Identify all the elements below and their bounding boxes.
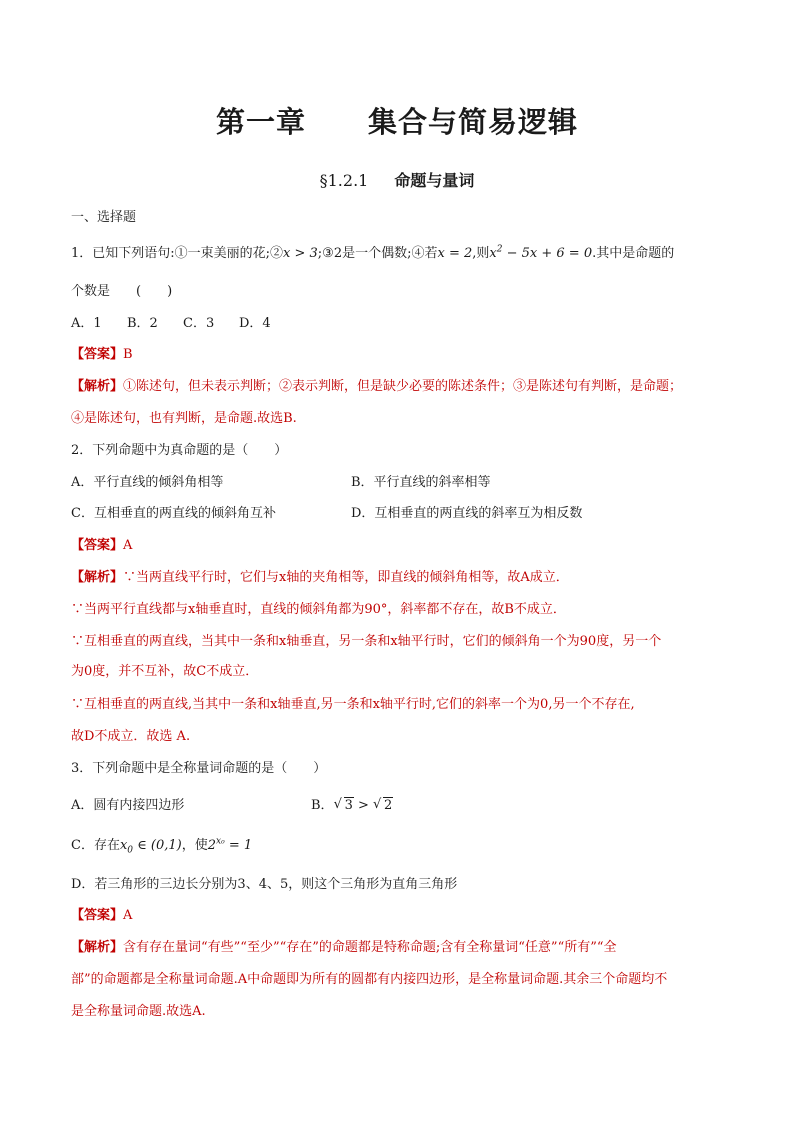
poly-x: x (489, 246, 497, 261)
answer-label: 【答案】 (71, 908, 124, 923)
sqrt-2-radicand: 2 (384, 798, 393, 813)
sqrt-3 (334, 798, 354, 814)
q1-text-b: ;③2是一个偶数;④若 (317, 246, 438, 261)
q3-analysis-line3: 是全称量词命题.故选A. (71, 1004, 206, 1019)
q2-option-c: C．互相垂直的两直线的倾斜角互补 (71, 506, 276, 521)
chapter-title (0, 104, 794, 140)
q2-analysis-line6: 故D不成立．故选 A. (71, 729, 191, 744)
analysis-label: 【解析】 (71, 940, 124, 955)
poly-exponent: 2 (496, 244, 503, 255)
section-number: §1.2.1 (319, 171, 369, 190)
x0-variable (119, 838, 134, 856)
power-equation (208, 838, 252, 853)
q2-analysis-line3: ∵互相垂直的两直线，当其中一条和x轴垂直，另一条和x轴平行时，它们的倾斜角一个为90度，另一个 (71, 634, 662, 649)
greater-than: > (353, 798, 374, 813)
q1-stem-line1 (71, 246, 674, 262)
poly-rest: − 5x + 6 = 0 (502, 246, 593, 261)
q2-option-d: D．互相垂直的两直线的斜率互为相反数 (351, 506, 583, 521)
power-equals: = 1 (224, 838, 253, 853)
answer-value: A (123, 538, 133, 553)
q3-option-c (71, 838, 252, 854)
power-base: 2 (207, 838, 217, 853)
answer-value: A (123, 908, 133, 923)
q1-option-b: B．2 (127, 316, 158, 331)
option-b-prefix: B． (311, 798, 334, 813)
analysis-label: 【解析】 (71, 570, 124, 585)
answer-value: B (123, 347, 133, 362)
power-exponent: x₀ (216, 836, 225, 847)
q1-text-a: 1．已知下列语句:①一束美丽的花;② (71, 246, 284, 261)
sqrt-3-radicand: 3 (344, 798, 353, 813)
q2-analysis-line4: 为0度，并不互补，故C不成立． (71, 664, 259, 679)
q3-options-row1 (71, 798, 721, 814)
q2-stem: 2．下列命题中为真命题的是（ ） (71, 443, 288, 458)
q1-analysis-line1 (71, 379, 682, 395)
q1-option-d: D．4 (239, 316, 271, 331)
q2-analysis-line2: ∵当两平行直线都与x轴垂直时，直线的倾斜角都为90°，斜率都不存在，故B不成立． (71, 602, 566, 617)
q3-answer (71, 908, 132, 924)
q1-options (71, 316, 271, 332)
q3-option-d: D．若三角形的三边长分别为3、4、5，则这个三角形为直角三角形 (71, 877, 458, 892)
q1-answer (71, 347, 133, 363)
sqrt-2 (373, 798, 393, 814)
option-c-text-a: C．存在 (71, 838, 120, 853)
q1-stem-line2: 个数是 ( ) (71, 284, 173, 299)
answer-label: 【答案】 (71, 347, 124, 362)
analysis-label: 【解析】 (71, 379, 124, 394)
option-c-text-b: ，使 (181, 838, 208, 853)
q3-option-b (311, 798, 393, 814)
q2-answer (71, 538, 132, 554)
analysis-text: ①陈述句，但未表示判断；②表示判断，但是缺少必要的陈述条件；③是陈述句有判断，是命题； (123, 379, 683, 394)
analysis-text: ∵当两直线平行时，它们与x轴的夹角相等，即直线的倾斜角相等，故A成立． (123, 570, 569, 585)
q2-option-b: B．平行直线的斜率相等 (351, 475, 491, 490)
q2-options-row2 (71, 506, 721, 522)
part-heading: 一、选择题 (71, 210, 137, 225)
chapter-number: 第一章 (215, 105, 306, 139)
q1-option-a: A．1 (71, 316, 102, 331)
analysis-text: 含有存在量词“有些”“至少”“存在”的命题都是特称命题;含有全称量词“任意”“所有”“全 (123, 940, 617, 955)
q1-text-d: .其中是命题的 (592, 246, 675, 261)
q1-text-c: ,则 (472, 246, 490, 261)
answer-label: 【答案】 (71, 538, 124, 553)
q1-polynomial (489, 246, 592, 261)
x0-subscript: 0 (127, 845, 134, 856)
q1-option-c: C．3 (183, 316, 215, 331)
x0-base: x (119, 838, 128, 853)
q1-analysis-line2: ④是陈述句，也有判断，是命题.故选B. (71, 411, 297, 426)
section-heading (0, 171, 794, 191)
chapter-name: 集合与简易逻辑 (368, 105, 579, 139)
interval: ∈ (0,1) (133, 838, 182, 853)
q3-option-a: A．圆有内接四边形 (71, 798, 185, 813)
q2-option-a: A．平行直线的倾斜角相等 (71, 475, 224, 490)
q2-analysis-line1 (71, 570, 569, 586)
section-title: 命题与量词 (394, 171, 475, 190)
q3-stem: 3．下列命题中是全称量词命题的是（ ） (71, 761, 327, 776)
q2-options-row1 (71, 475, 721, 491)
q1-x-equation: x = 2 (437, 246, 473, 261)
q2-analysis-line5: ∵互相垂直的两直线,当其中一条和x轴垂直,另一条和x轴平行时,它们的斜率一个为0,另一个不存在, (71, 697, 635, 712)
q3-analysis-line1 (71, 940, 617, 956)
q1-inequality: x > 3 (283, 246, 318, 261)
q3-analysis-line2: 部”的命题都是全称量词命题.A中命题即为所有的圆都有内接四边形，是全称量词命题.其余三个命题均不 (71, 972, 668, 987)
